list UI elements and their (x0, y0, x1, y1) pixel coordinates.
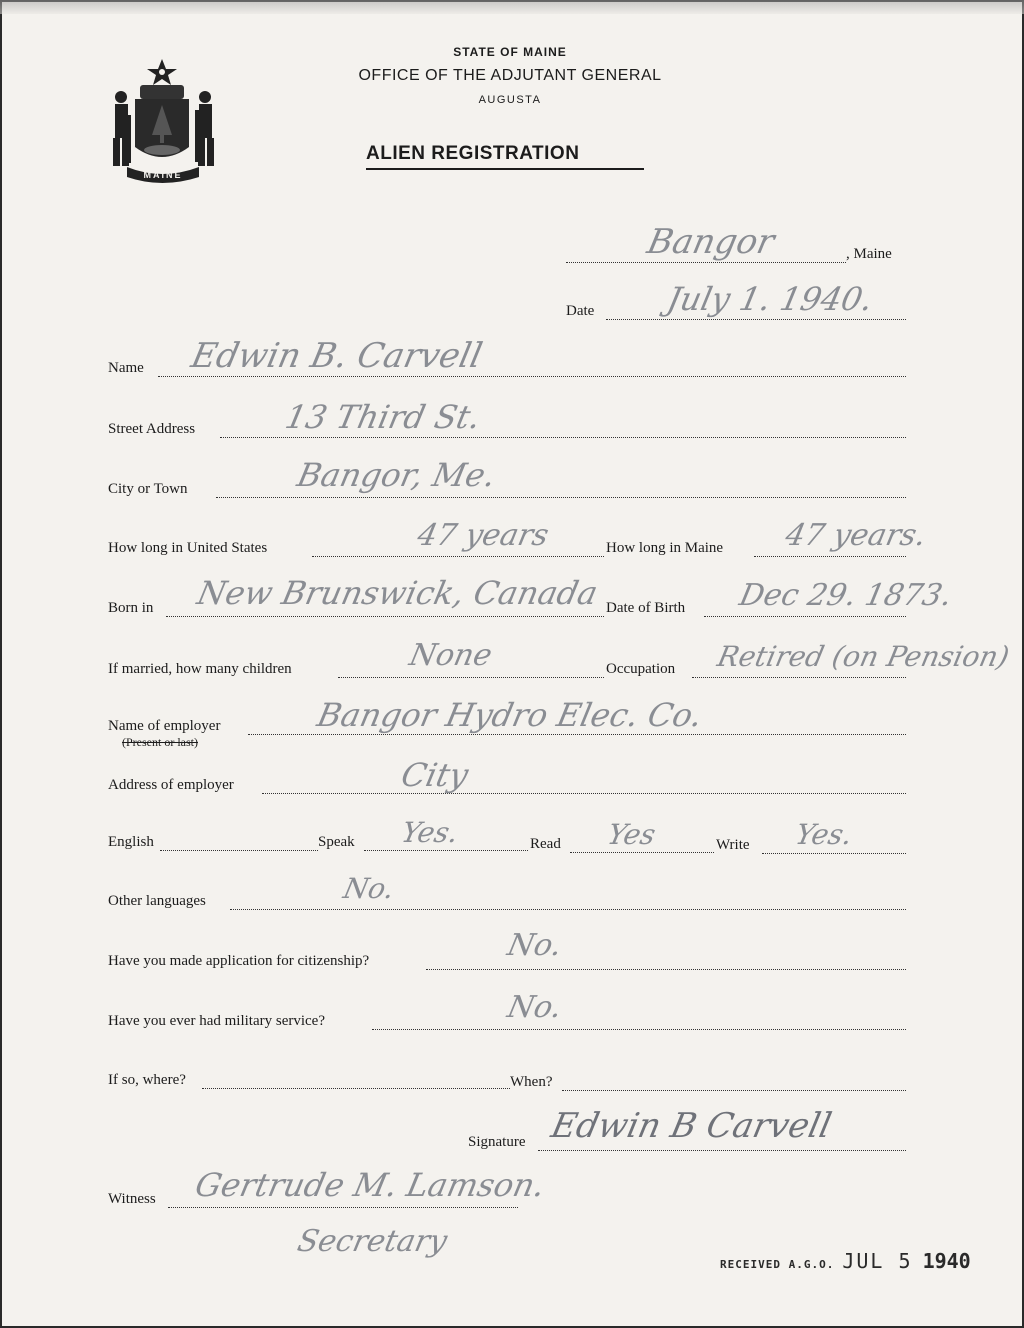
born-in-line (166, 616, 604, 617)
witness-title: Secretary (294, 1224, 451, 1259)
state-seal (105, 55, 223, 185)
name-label: Name (108, 360, 144, 376)
other-languages-line (230, 909, 906, 910)
street-line (220, 437, 906, 438)
employer-line (248, 734, 906, 735)
other-languages-label: Other languages (108, 893, 206, 909)
employer-label: Name of employer (108, 718, 221, 734)
date-line (606, 319, 906, 320)
scan-edge (0, 0, 1024, 14)
military-value: No. (504, 990, 566, 1025)
other-languages-value: No. (340, 872, 398, 905)
title-underline (366, 168, 644, 170)
how-long-maine-value: 47 years. (782, 518, 930, 553)
write-line (762, 853, 906, 854)
stamp-year: 1940 (922, 1249, 971, 1273)
born-in-label: Born in (108, 600, 154, 616)
name-line (158, 376, 906, 377)
place-value: Bangor (643, 222, 778, 262)
write-value: Yes. (792, 818, 856, 851)
born-in-value: New Brunswick, Canada (193, 574, 602, 612)
signature-value: Edwin B Carvell (547, 1106, 835, 1146)
street-value: 13 Third St. (281, 398, 485, 436)
where-label: If so, where? (108, 1072, 186, 1088)
witness-label: Witness (108, 1191, 156, 1207)
children-value: None (406, 638, 496, 673)
military-label: Have you ever had military service? (108, 1013, 325, 1029)
dob-line (704, 616, 906, 617)
employer-address-line (262, 793, 906, 794)
header-city: AUGUSTA (478, 94, 542, 106)
how-long-us-label: How long in United States (108, 540, 268, 556)
place-suffix-label: , Maine (846, 246, 892, 262)
date-value: July 1. 1940. (663, 280, 877, 318)
seal-lettering: MAINE (143, 170, 183, 180)
city-line (216, 497, 906, 498)
name-value: Edwin B. Carvell (187, 336, 486, 376)
how-long-us-line (312, 556, 604, 557)
witness-line (168, 1207, 518, 1208)
dob-label: Date of Birth (606, 600, 686, 616)
speak-value: Yes. (398, 816, 462, 849)
read-label: Read (530, 836, 561, 852)
signature-line (538, 1150, 906, 1151)
occupation-value: Retired (on Pension) (714, 640, 1013, 673)
children-label: If married, how many children (108, 661, 292, 677)
when-line (562, 1090, 906, 1091)
read-line (570, 852, 714, 853)
citizenship-label: Have you made application for citizenship? (108, 953, 370, 969)
witness-value: Gertrude M. Lamson. (191, 1166, 549, 1204)
employer-address-value: City (397, 756, 472, 794)
occupation-label: Occupation (606, 661, 676, 677)
dob-value: Dec 29. 1873. (736, 578, 956, 613)
place-line (566, 262, 846, 263)
occupation-line (692, 677, 906, 678)
citizenship-line (426, 969, 906, 970)
header-state: STATE OF MAINE (453, 45, 567, 59)
military-line (372, 1029, 906, 1030)
city-value: Bangor, Me. (293, 456, 499, 494)
header-office: OFFICE OF THE ADJUTANT GENERAL (358, 67, 662, 84)
write-label: Write (716, 837, 750, 853)
how-long-us-value: 47 years (414, 518, 552, 553)
how-long-maine-label: How long in Maine (606, 540, 724, 556)
when-label: When? (510, 1074, 553, 1090)
stamp-received-text: RECEIVED A.G.O. (720, 1258, 835, 1271)
received-stamp (720, 1249, 971, 1273)
employer-sublabel: (Present or last) (122, 735, 198, 749)
stamp-month-day: JUL 5 (842, 1249, 913, 1273)
form-title: ALIEN REGISTRATION (366, 143, 580, 164)
speak-label: Speak (318, 834, 355, 850)
street-label: Street Address (108, 421, 196, 437)
how-long-maine-line (754, 556, 906, 557)
read-value: Yes (604, 818, 659, 851)
where-line (202, 1088, 510, 1089)
speak-line (364, 850, 528, 851)
employer-address-label: Address of employer (108, 777, 234, 793)
children-line (338, 677, 604, 678)
english-label: English (108, 834, 154, 850)
date-label: Date (566, 303, 595, 319)
employer-value: Bangor Hydro Elec. Co. (313, 696, 706, 734)
city-label: City or Town (108, 481, 188, 497)
signature-label: Signature (468, 1134, 526, 1150)
citizenship-value: No. (504, 928, 566, 963)
english-line (160, 850, 318, 851)
